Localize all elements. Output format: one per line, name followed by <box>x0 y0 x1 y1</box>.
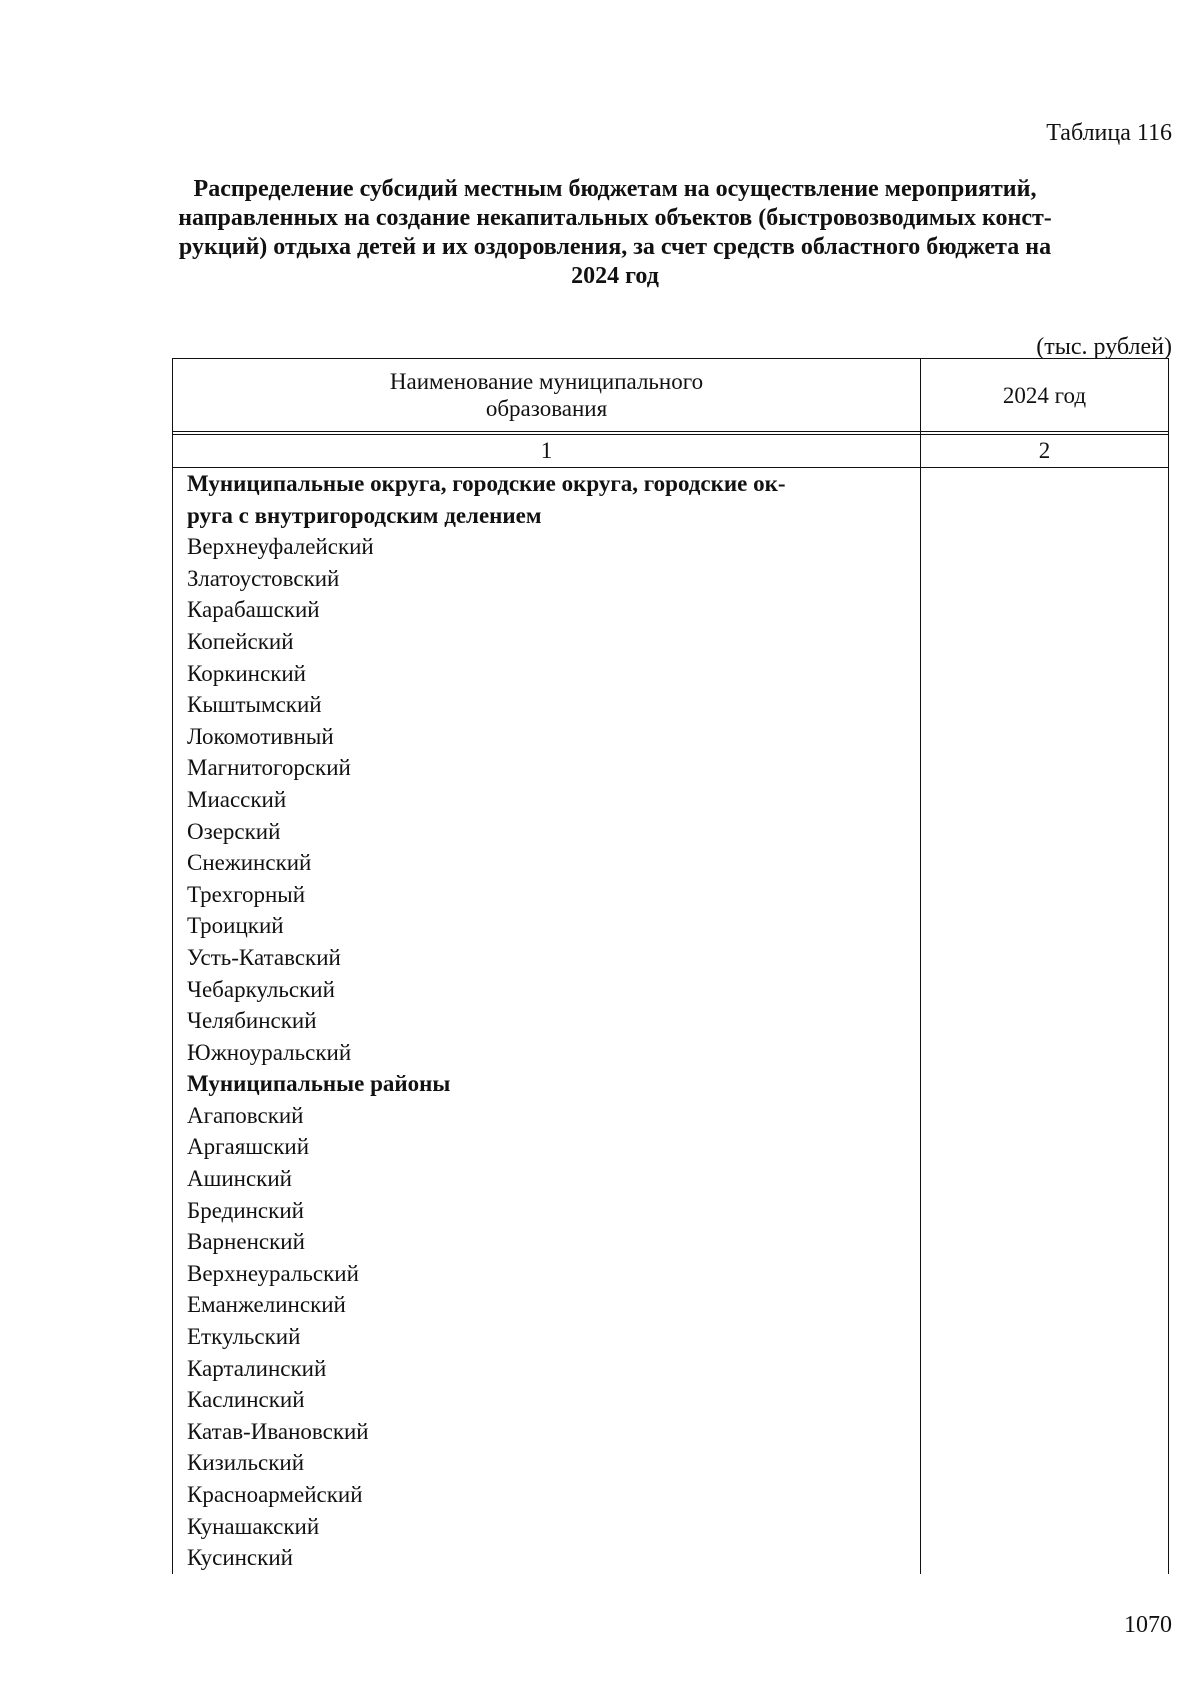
section-heading: Муниципальные округа, городские округа, городские ок- <box>187 471 786 496</box>
table-label: Таблица 116 <box>1046 120 1172 146</box>
municipality-name: Варненский <box>187 1229 305 1255</box>
municipality-name: Троицкий <box>187 913 284 939</box>
municipality-name: Озерский <box>187 818 281 844</box>
municipality-name: Катав-Ивановский <box>187 1418 369 1444</box>
municipality-name: Копейский <box>187 628 294 654</box>
unit-label: (тыс. рублей) <box>1036 334 1172 360</box>
municipality-name: Агаповский <box>187 1102 304 1128</box>
municipality-name: Челябинский <box>187 1008 317 1034</box>
municipality-name: Еманжелинский <box>187 1292 346 1318</box>
municipality-name: Кыштымский <box>187 692 322 718</box>
municipality-name: Трехгорный <box>187 881 306 907</box>
municipality-name: Аргаяшский <box>187 1134 310 1160</box>
municipality-name: Карталинский <box>187 1355 327 1381</box>
section-heading: Муниципальные районы <box>187 1071 451 1097</box>
title-line: рукций) отдыха детей и их оздоровления, за счет средств областного бюджета на <box>178 234 1052 260</box>
table-header-row <box>173 359 1169 432</box>
municipality-names-cell <box>173 468 921 1574</box>
table-body-row <box>173 468 1169 1574</box>
title-line: направленных на создание некапитальных объектов (быстровозводимых конст- <box>178 205 1052 231</box>
page-number: 1070 <box>1124 1612 1172 1638</box>
title-line: 2024 год <box>571 263 659 289</box>
column-number-2: 2 <box>921 435 1169 468</box>
municipality-name: Кунашакский <box>187 1513 320 1539</box>
municipality-name: Кусинский <box>187 1545 293 1571</box>
column-number-row <box>173 435 1169 468</box>
municipality-name: Красноармейский <box>187 1482 363 1507</box>
municipality-name: Карабашский <box>187 597 320 623</box>
municipality-name: Каслинский <box>187 1387 305 1413</box>
municipality-name: Южноуральский <box>187 1039 352 1065</box>
subsidy-table <box>172 358 1169 1574</box>
municipality-name: Верхнеуфалейский <box>187 534 374 560</box>
title-line: Распределение субсидий местным бюджетам на осуществление мероприятий, <box>193 176 1037 202</box>
municipality-name: Верхнеуральский <box>187 1260 359 1286</box>
values-cell <box>921 468 1169 1574</box>
column-number-1: 1 <box>173 435 921 468</box>
municipality-name: Брединский <box>187 1197 304 1223</box>
municipality-name: Кизильский <box>187 1450 305 1476</box>
municipality-name: Усть-Катавский <box>187 944 341 970</box>
header-year: 2024 год <box>921 359 1169 432</box>
document-title <box>170 175 1060 291</box>
header-municipality <box>173 359 921 432</box>
municipality-name: Коркинский <box>187 660 306 686</box>
municipality-name: Златоустовский <box>187 565 340 591</box>
municipality-name: Миасский <box>187 786 287 812</box>
municipality-name: Ашинский <box>187 1166 292 1192</box>
header-municipality-line1: Наименование муниципального <box>389 369 704 394</box>
header-municipality-line2: образования <box>485 396 608 421</box>
section-heading: руга с внутригородским делением <box>187 502 542 528</box>
municipality-name: Чебаркульский <box>187 976 335 1002</box>
municipality-name: Магнитогорский <box>187 755 351 781</box>
municipality-name: Локомотивный <box>187 723 334 749</box>
municipality-name: Снежинский <box>187 850 312 876</box>
municipality-name: Еткульский <box>187 1324 301 1350</box>
